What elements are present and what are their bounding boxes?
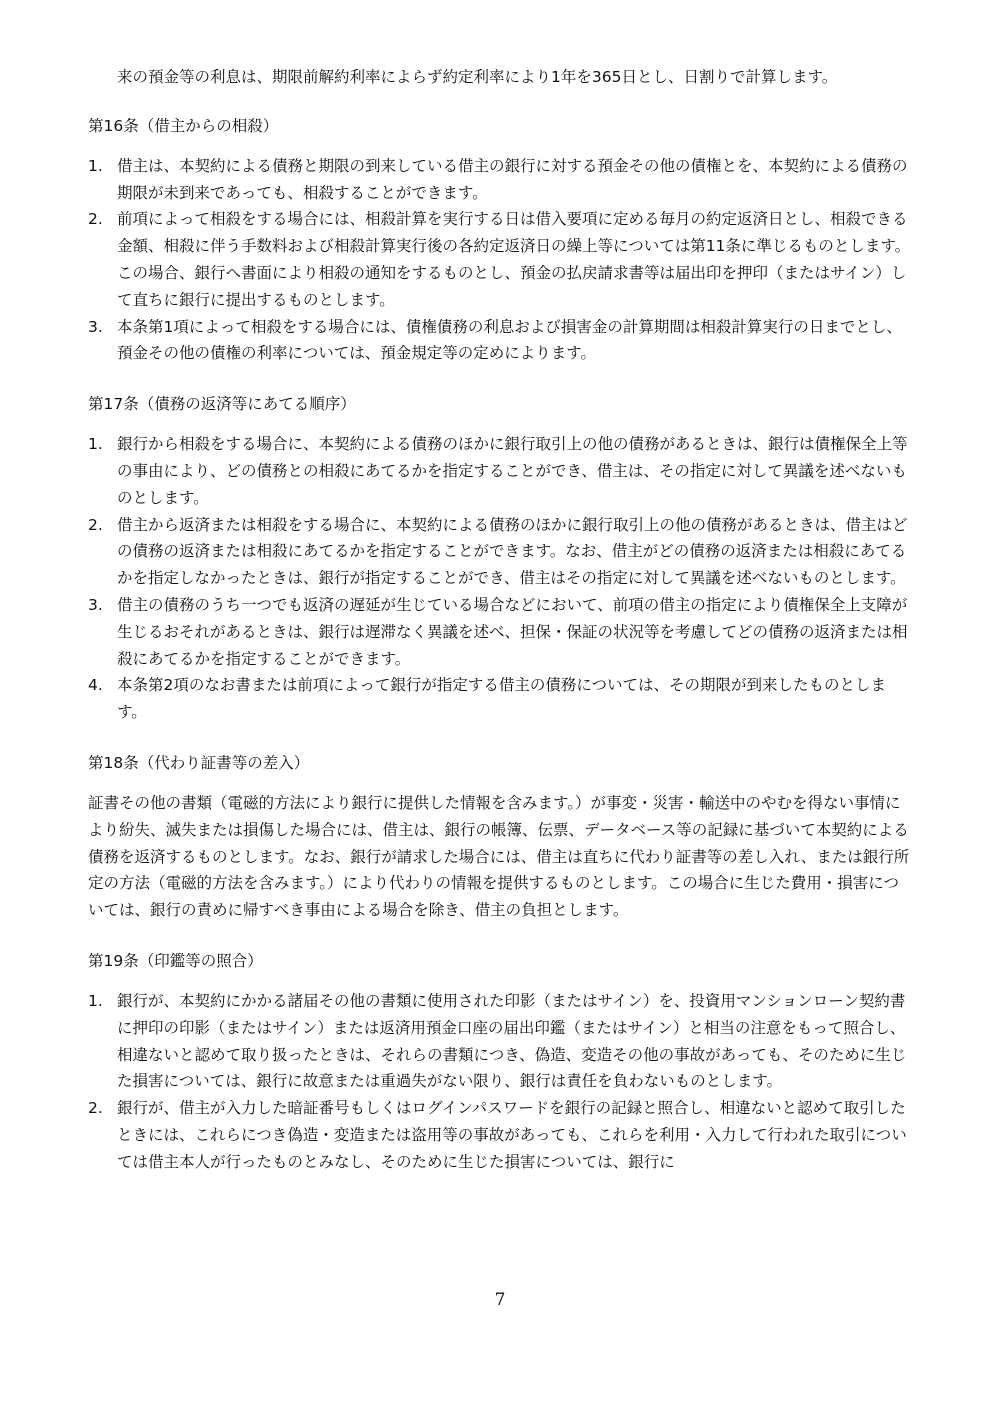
document-page [88, 64, 914, 1200]
article-18-heading: 第18条（代わり証書等の差入） [88, 753, 310, 772]
list-item [88, 1095, 914, 1175]
item-number: 2. [88, 515, 103, 534]
item-number: 4. [88, 676, 103, 695]
list-item [88, 314, 914, 368]
item-number: 1. [88, 156, 103, 175]
item-text: 借主から返済または相殺をする場合に、本契約による債務のほかに銀行取引上の他の債務があるときは、借主はどの債務の返済または相殺にあてるかを指定することができます。なお、借主がどの債務の返済または相殺にあてるかを指定しなかったときは、銀行が指定することができ、借主はその指定に対して異議を述べないものとします。 [117, 515, 908, 588]
list-item [88, 988, 914, 1095]
page-number: 7 [494, 1290, 506, 1310]
item-number: 1. [88, 435, 103, 454]
article-17 [88, 391, 914, 726]
item-number: 1. [88, 991, 103, 1010]
article-16-heading: 第16条（借主からの相殺） [88, 116, 279, 135]
item-text: 本条第1項によって相殺をする場合には、債権債務の利息および損害金の計算期間は相殺計算実行の日までとし、預金その他の債権の利率については、預金規定等の定めによります。 [117, 317, 902, 363]
list-item [88, 672, 914, 726]
article-19-heading: 第19条（印鑑等の照合） [88, 951, 263, 970]
list-item [88, 206, 914, 313]
article-17-list [88, 431, 914, 726]
item-text: 銀行が、本契約にかかる諸届その他の書類に使用された印影（またはサイン）を、投資用マンションローン契約書に押印の印影（またはサイン）または返済用預金口座の届出印鑑（またはサイン）と相当の注意をもって照合し、相違ないと認めて取り扱ったときは、それらの書類につき、偽造、変造その他の事故があっても、そのために生じた損害については、銀行に故意または重過失がない限り、銀行は責任を負わないものとします。 [117, 991, 907, 1091]
item-text: 本条第2項のなお書または前項によって銀行が指定する借主の債務については、その期限が到来したものとします。 [117, 676, 887, 722]
list-item [88, 153, 914, 207]
item-number: 3. [88, 317, 103, 336]
item-number: 2. [88, 1099, 103, 1118]
article-19 [88, 948, 914, 1176]
item-text: 銀行から相殺をする場合に、本契約による債務のほかに銀行取引上の他の債務があるときは、銀行は債権保全上等の事由により、どの債務との相殺にあてるかを指定することができ、借主は、その指定に対して異議を述べないものとします。 [117, 435, 908, 507]
article-19-list [88, 988, 914, 1176]
item-text: 銀行が、借主が入力した暗証番号もしくはログインパスワードを銀行の記録と照合し、相違ないと認めて取引したときには、これらにつき偽造・変造または盗用等の事故があっても、これらを利用・入力して行われた取引については借主本人が行ったものとみなし、そのために生じた損害については、銀行に [117, 1099, 907, 1171]
item-number: 2. [88, 210, 103, 229]
list-item [88, 592, 914, 672]
continued-paragraph: 来の預金等の利息は、期限前解約利率によらず約定利率により1年を365日とし、日割りで計算します。 [117, 68, 838, 86]
item-text: 借主の債務のうち一つでも返済の遅延が生じている場合などにおいて、前項の借主の指定により債権保全上支障が生じるおそれがあるときは、銀行は遅滞なく異議を述べ、担保・保証の状況等を考慮してどの債務の返済または相殺にあてるかを指定することができます。 [117, 595, 908, 668]
list-item [88, 431, 914, 511]
article-16 [88, 113, 914, 367]
list-item [88, 512, 914, 592]
article-18-paragraph: 証書その他の書類（電磁的方法により銀行に提供した情報を含みます。）が事変・災害・輸送中のやむを得ない事情により紛失、滅失または損傷した場合には、借主は、銀行の帳簿、伝票、データベース等の記録に基づいて本契約による債務を返済するものとします。なお、銀行が請求した場合には、借主は直ちに代わり証書等の差し入れ、または銀行所定の方法（電磁的方法を含みます。）により代わりの情報を提供するものとします。この場合に生じた費用・損害については、銀行の責めに帰すべき事由による場合を除き、借主の負担とします。 [88, 793, 910, 920]
article-17-heading: 第17条（債務の返済等にあてる順序） [88, 395, 356, 414]
item-number: 3. [88, 595, 103, 614]
item-text: 前項によって相殺をする場合には、相殺計算を実行する日は借入要項に定める毎月の約定返済日とし、相殺できる金額、相殺に伴う手数料および相殺計算実行後の各約定返済日の繰上等については第11条に準じるものとします。この場合、銀行へ書面により相殺の通知をするものとし、預金の払戻請求書等は届出印を押印（またはサイン）して直ちに銀行に提出するものとします。 [117, 210, 911, 309]
article-18 [88, 750, 914, 924]
article-16-list [88, 153, 914, 367]
item-text: 借主は、本契約による債務と期限の到来している借主の銀行に対する預金その他の債権とを、本契約による債務の期限が未到来であっても、相殺することができます。 [117, 156, 908, 202]
